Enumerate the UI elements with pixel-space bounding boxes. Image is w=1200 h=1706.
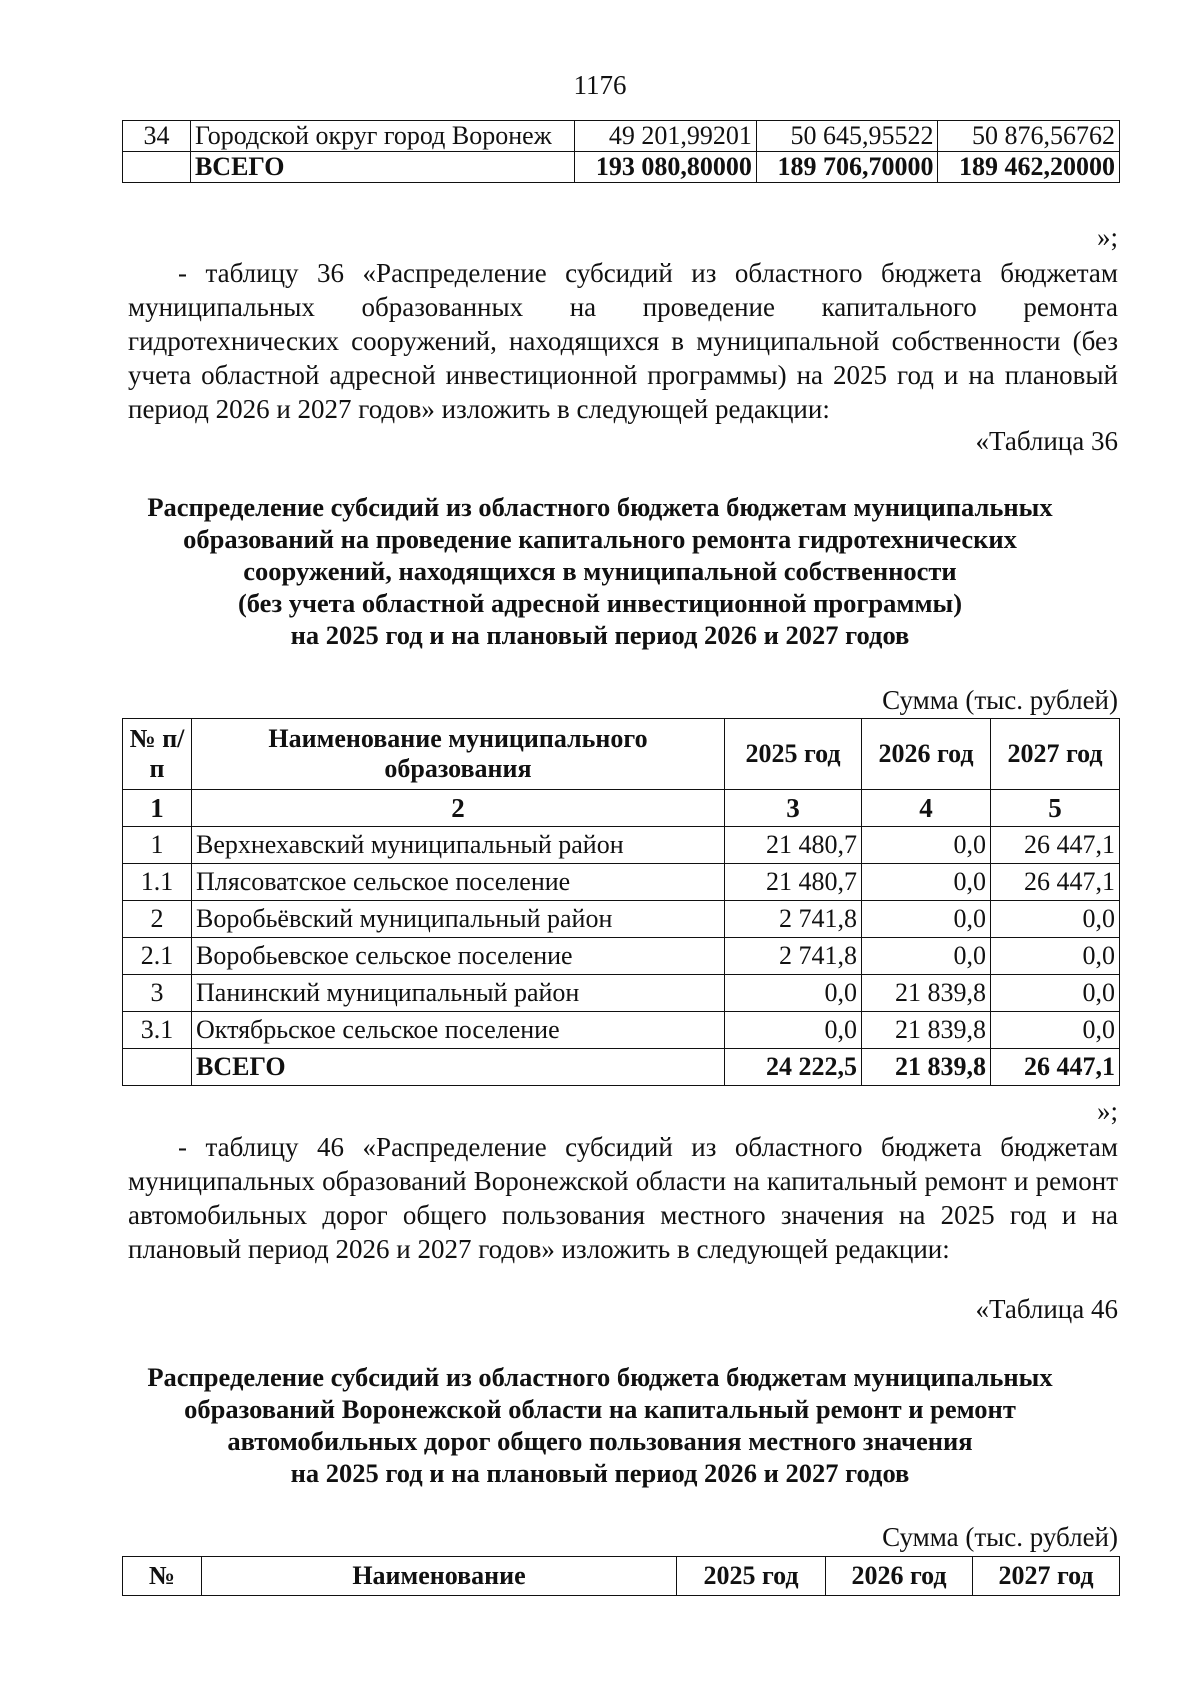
total-2025: 24 222,5 — [725, 1049, 862, 1086]
value-2027: 0,0 — [991, 1012, 1120, 1049]
municipality-name: Верхнехавский муниципальный район — [192, 827, 725, 864]
header-2026: 2026 год — [826, 1557, 973, 1596]
table-46-label: «Таблица 46 — [975, 1294, 1118, 1324]
title-line: на 2025 год и на плановый период 2026 и 2027 годов — [290, 620, 910, 650]
total-2026: 189 706,70000 — [756, 152, 938, 183]
total-row — [123, 152, 1120, 183]
previous-table-continuation — [122, 120, 1120, 183]
empty-cell — [123, 1049, 192, 1086]
table-row — [123, 901, 1120, 938]
header-name: Наименование муниципального образования — [192, 719, 725, 790]
title-line: на 2025 год и на плановый период 2026 и 2027 годов — [290, 1458, 910, 1488]
row-number: 1 — [123, 827, 192, 864]
title-line: образований Воронежской области на капитальный ремонт и ремонт — [184, 1394, 1016, 1424]
row-number: 3.1 — [123, 1012, 192, 1049]
empty-cell — [123, 152, 191, 183]
total-2027: 26 447,1 — [991, 1049, 1120, 1086]
table-row — [123, 827, 1120, 864]
table-36-title — [100, 491, 1100, 651]
value-2025: 2 741,8 — [725, 938, 862, 975]
header-2027: 2027 год — [973, 1557, 1120, 1596]
table-row — [123, 1012, 1120, 1049]
table-row — [123, 864, 1120, 901]
municipality-name: Панинский муниципальный район — [192, 975, 725, 1012]
table-46-title — [100, 1361, 1100, 1489]
title-line: автомобильных дорог общего пользования местного значения — [227, 1426, 973, 1456]
paragraph-table-46: - таблицу 46 «Распределение субсидий из областного бюджета бюджетам муниципальных образований Воронежской области на капитальный ремонт и ремонт автомобильных дорог общего пользования местного значения на 2025 год и на плановый период 2026 и 2027 годов» изложить в следующей редакции: — [128, 1132, 1118, 1264]
municipality-name: Воробьёвский муниципальный район — [192, 901, 725, 938]
title-line: сооружений, находящихся в муниципальной собственности — [243, 556, 957, 586]
header-2027: 2027 год — [991, 719, 1120, 790]
col-number: 5 — [991, 790, 1120, 827]
total-2027: 189 462,20000 — [938, 152, 1120, 183]
total-label: ВСЕГО — [190, 152, 574, 183]
row-number: 2.1 — [123, 938, 192, 975]
title-line: образований на проведение капитального ремонта гидротехнических — [183, 524, 1017, 554]
value-2026: 0,0 — [862, 938, 991, 975]
value-2025: 21 480,7 — [725, 864, 862, 901]
closing-quote: »; — [1096, 222, 1118, 252]
value-2026: 21 839,8 — [862, 975, 991, 1012]
value-2025: 0,0 — [725, 975, 862, 1012]
value-2027: 0,0 — [991, 938, 1120, 975]
table-row — [123, 938, 1120, 975]
col-number: 4 — [862, 790, 991, 827]
title-line: Распределение субсидий из областного бюджета бюджетам муниципальных — [147, 1362, 1053, 1392]
header-num: № — [123, 1557, 202, 1596]
row-number: 34 — [123, 121, 191, 152]
header-2026: 2026 год — [862, 719, 991, 790]
col-number: 2 — [192, 790, 725, 827]
header-2025: 2025 год — [677, 1557, 826, 1596]
header-num: № п/п — [123, 719, 192, 790]
value-2027: 0,0 — [991, 975, 1120, 1012]
header-row — [123, 719, 1120, 790]
header-name: Наименование — [202, 1557, 677, 1596]
table-row — [123, 975, 1120, 1012]
col-number: 3 — [725, 790, 862, 827]
header-row — [123, 1557, 1120, 1596]
value-2025: 49 201,99201 — [575, 121, 757, 152]
table-36 — [122, 718, 1120, 1086]
table-row — [123, 121, 1120, 152]
value-2027: 0,0 — [991, 901, 1120, 938]
column-number-row — [123, 790, 1120, 827]
value-2027: 50 876,56762 — [938, 121, 1120, 152]
value-2026: 0,0 — [862, 864, 991, 901]
col-number: 1 — [123, 790, 192, 827]
municipality-name: Плясоватское сельское поселение — [192, 864, 725, 901]
total-label: ВСЕГО — [192, 1049, 725, 1086]
closing-quote: »; — [1096, 1096, 1118, 1126]
municipality-name: Городской округ город Воронеж — [190, 121, 574, 152]
value-2026: 21 839,8 — [862, 1012, 991, 1049]
municipality-name: Октябрьское сельское поселение — [192, 1012, 725, 1049]
table-46-units: Сумма (тыс. рублей) — [882, 1522, 1118, 1552]
paragraph-table-36: - таблицу 36 «Распределение субсидий из областного бюджета бюджетам муниципальных образованных на проведение капитального ремонта гидротехнических сооружений, находящихся в муниципальной собственности (без учета областной адресной инвестиционной программы) на 2025 год и на плановый период 2026 и 2027 годов» изложить в следующей редакции: — [128, 258, 1118, 424]
total-row — [123, 1049, 1120, 1086]
value-2027: 26 447,1 — [991, 864, 1120, 901]
header-2025: 2025 год — [725, 719, 862, 790]
row-number: 2 — [123, 901, 192, 938]
row-number: 1.1 — [123, 864, 192, 901]
value-2025: 0,0 — [725, 1012, 862, 1049]
table-36-units: Сумма (тыс. рублей) — [882, 685, 1118, 715]
page-number: 1176 — [573, 70, 627, 100]
title-line: Распределение субсидий из областного бюджета бюджетам муниципальных — [147, 492, 1053, 522]
row-number: 3 — [123, 975, 192, 1012]
total-2026: 21 839,8 — [862, 1049, 991, 1086]
total-2025: 193 080,80000 — [575, 152, 757, 183]
value-2027: 26 447,1 — [991, 827, 1120, 864]
table-46 — [122, 1556, 1120, 1596]
value-2025: 21 480,7 — [725, 827, 862, 864]
table-36-label: «Таблица 36 — [975, 426, 1118, 456]
title-line: (без учета областной адресной инвестиционной программы) — [237, 588, 963, 618]
value-2026: 0,0 — [862, 827, 991, 864]
municipality-name: Воробьевское сельское поселение — [192, 938, 725, 975]
value-2026: 50 645,95522 — [756, 121, 938, 152]
value-2025: 2 741,8 — [725, 901, 862, 938]
value-2026: 0,0 — [862, 901, 991, 938]
